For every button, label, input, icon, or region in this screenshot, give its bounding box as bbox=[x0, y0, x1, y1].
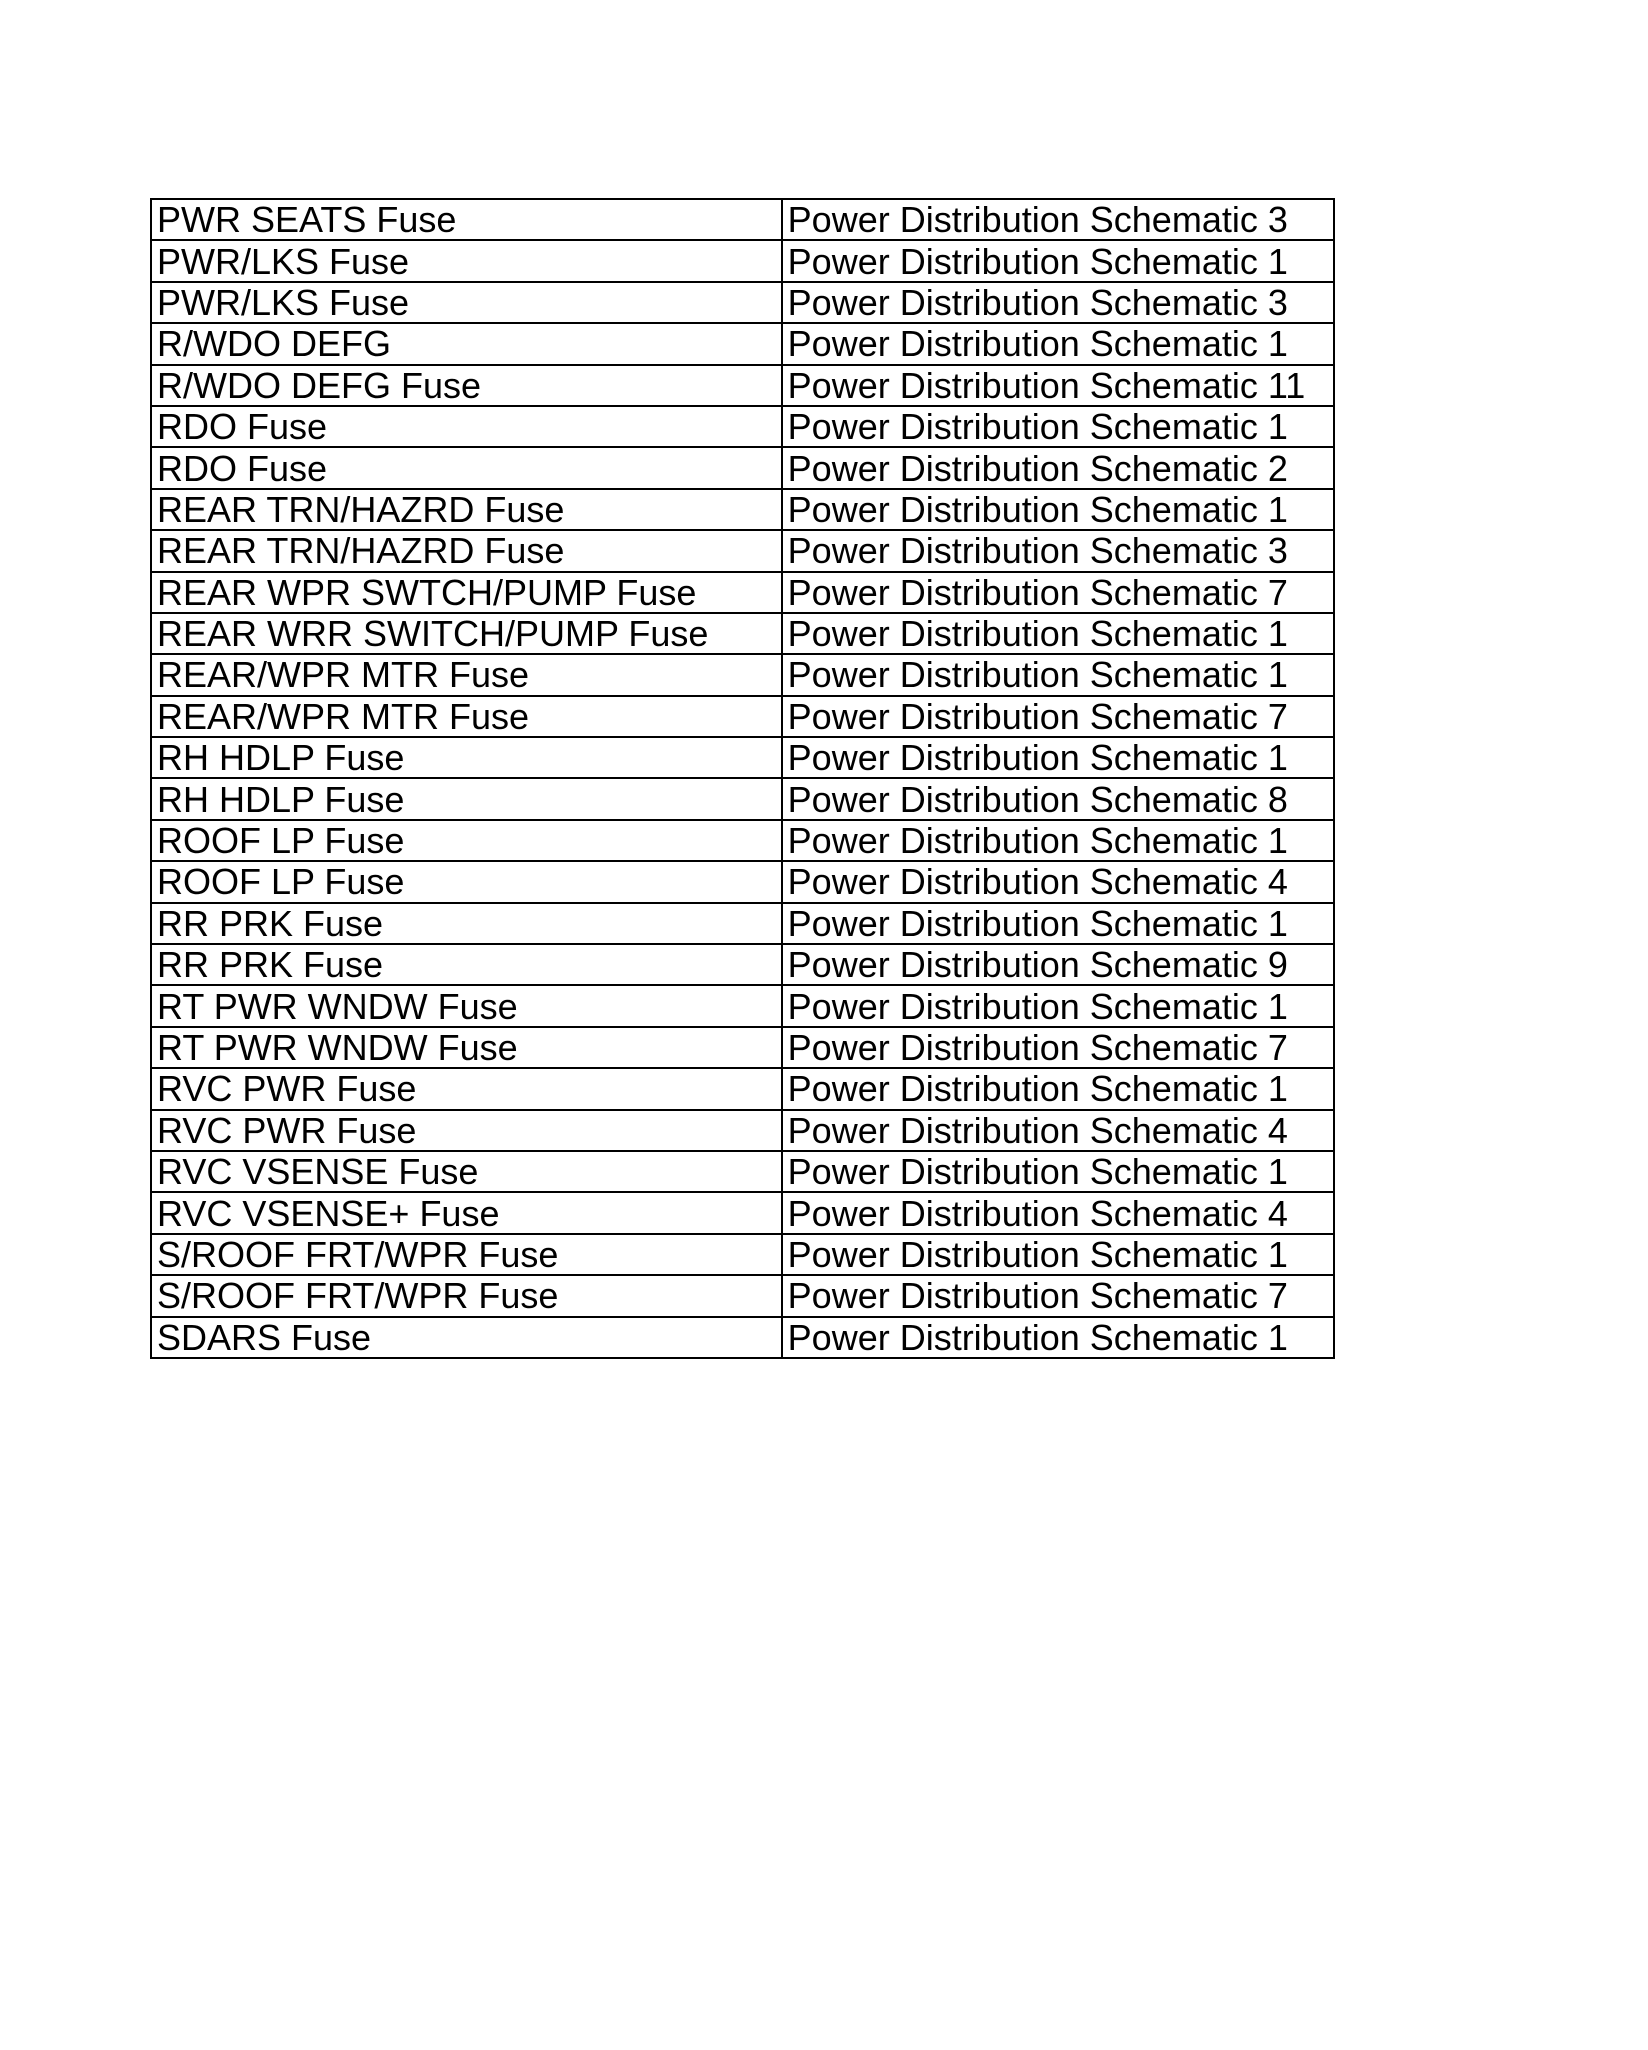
table-row bbox=[151, 1110, 1334, 1151]
table-row bbox=[151, 1192, 1334, 1233]
schematic-reference-cell: Power Distribution Schematic 1 bbox=[782, 240, 1334, 281]
table-row bbox=[151, 944, 1334, 985]
table-row bbox=[151, 323, 1334, 364]
table-row bbox=[151, 903, 1334, 944]
fuse-name-cell: RR PRK Fuse bbox=[151, 944, 782, 985]
table-row bbox=[151, 282, 1334, 323]
table-row bbox=[151, 530, 1334, 571]
schematic-reference-cell: Power Distribution Schematic 1 bbox=[782, 903, 1334, 944]
fuse-name-cell: RT PWR WNDW Fuse bbox=[151, 1027, 782, 1068]
fuse-name-cell: R/WDO DEFG bbox=[151, 323, 782, 364]
table-row bbox=[151, 1234, 1334, 1275]
table-row bbox=[151, 820, 1334, 861]
schematic-reference-cell: Power Distribution Schematic 1 bbox=[782, 406, 1334, 447]
schematic-reference-cell: Power Distribution Schematic 1 bbox=[782, 323, 1334, 364]
schematic-reference-cell: Power Distribution Schematic 7 bbox=[782, 696, 1334, 737]
fuse-name-cell: RH HDLP Fuse bbox=[151, 778, 782, 819]
table-row bbox=[151, 696, 1334, 737]
table-row bbox=[151, 240, 1334, 281]
fuse-name-cell: RVC PWR Fuse bbox=[151, 1068, 782, 1109]
schematic-reference-cell: Power Distribution Schematic 1 bbox=[782, 820, 1334, 861]
fuse-name-cell: REAR/WPR MTR Fuse bbox=[151, 654, 782, 695]
schematic-reference-cell: Power Distribution Schematic 1 bbox=[782, 1234, 1334, 1275]
schematic-reference-cell: Power Distribution Schematic 3 bbox=[782, 282, 1334, 323]
schematic-reference-cell: Power Distribution Schematic 1 bbox=[782, 654, 1334, 695]
schematic-reference-cell: Power Distribution Schematic 4 bbox=[782, 861, 1334, 902]
schematic-reference-cell: Power Distribution Schematic 2 bbox=[782, 447, 1334, 488]
schematic-reference-cell: Power Distribution Schematic 7 bbox=[782, 572, 1334, 613]
table-row bbox=[151, 985, 1334, 1026]
table-row bbox=[151, 1027, 1334, 1068]
schematic-reference-cell: Power Distribution Schematic 1 bbox=[782, 1317, 1334, 1358]
fuse-name-cell: REAR TRN/HAZRD Fuse bbox=[151, 489, 782, 530]
fuse-name-cell: ROOF LP Fuse bbox=[151, 861, 782, 902]
fuse-index-table bbox=[150, 198, 1335, 1359]
table-row bbox=[151, 778, 1334, 819]
schematic-reference-cell: Power Distribution Schematic 11 bbox=[782, 365, 1334, 406]
fuse-name-cell: PWR SEATS Fuse bbox=[151, 199, 782, 240]
table-row bbox=[151, 1317, 1334, 1358]
table-row bbox=[151, 489, 1334, 530]
fuse-name-cell: RVC PWR Fuse bbox=[151, 1110, 782, 1151]
schematic-reference-cell: Power Distribution Schematic 1 bbox=[782, 1151, 1334, 1192]
schematic-reference-cell: Power Distribution Schematic 8 bbox=[782, 778, 1334, 819]
fuse-name-cell: REAR WRR SWITCH/PUMP Fuse bbox=[151, 613, 782, 654]
fuse-name-cell: RVC VSENSE+ Fuse bbox=[151, 1192, 782, 1233]
fuse-name-cell: S/ROOF FRT/WPR Fuse bbox=[151, 1275, 782, 1316]
schematic-reference-cell: Power Distribution Schematic 1 bbox=[782, 1068, 1334, 1109]
schematic-reference-cell: Power Distribution Schematic 1 bbox=[782, 489, 1334, 530]
fuse-name-cell: RH HDLP Fuse bbox=[151, 737, 782, 778]
table-row bbox=[151, 613, 1334, 654]
table-row bbox=[151, 1275, 1334, 1316]
fuse-name-cell: PWR/LKS Fuse bbox=[151, 282, 782, 323]
table-row bbox=[151, 861, 1334, 902]
table-row bbox=[151, 447, 1334, 488]
table-row bbox=[151, 654, 1334, 695]
table-row bbox=[151, 199, 1334, 240]
fuse-name-cell: RDO Fuse bbox=[151, 447, 782, 488]
schematic-reference-cell: Power Distribution Schematic 3 bbox=[782, 530, 1334, 571]
table-row bbox=[151, 406, 1334, 447]
fuse-name-cell: SDARS Fuse bbox=[151, 1317, 782, 1358]
fuse-name-cell: REAR/WPR MTR Fuse bbox=[151, 696, 782, 737]
schematic-reference-cell: Power Distribution Schematic 1 bbox=[782, 985, 1334, 1026]
table-row bbox=[151, 365, 1334, 406]
table-row bbox=[151, 737, 1334, 778]
schematic-reference-cell: Power Distribution Schematic 3 bbox=[782, 199, 1334, 240]
table-row bbox=[151, 1151, 1334, 1192]
schematic-reference-cell: Power Distribution Schematic 7 bbox=[782, 1027, 1334, 1068]
fuse-index-table-body bbox=[151, 199, 1334, 1358]
fuse-name-cell: PWR/LKS Fuse bbox=[151, 240, 782, 281]
fuse-name-cell: ROOF LP Fuse bbox=[151, 820, 782, 861]
fuse-name-cell: REAR TRN/HAZRD Fuse bbox=[151, 530, 782, 571]
schematic-reference-cell: Power Distribution Schematic 1 bbox=[782, 613, 1334, 654]
fuse-name-cell: R/WDO DEFG Fuse bbox=[151, 365, 782, 406]
fuse-name-cell: RT PWR WNDW Fuse bbox=[151, 985, 782, 1026]
fuse-name-cell: RVC VSENSE Fuse bbox=[151, 1151, 782, 1192]
fuse-name-cell: RR PRK Fuse bbox=[151, 903, 782, 944]
table-row bbox=[151, 572, 1334, 613]
fuse-name-cell: S/ROOF FRT/WPR Fuse bbox=[151, 1234, 782, 1275]
schematic-reference-cell: Power Distribution Schematic 9 bbox=[782, 944, 1334, 985]
fuse-name-cell: RDO Fuse bbox=[151, 406, 782, 447]
schematic-reference-cell: Power Distribution Schematic 4 bbox=[782, 1110, 1334, 1151]
schematic-reference-cell: Power Distribution Schematic 7 bbox=[782, 1275, 1334, 1316]
schematic-reference-cell: Power Distribution Schematic 4 bbox=[782, 1192, 1334, 1233]
fuse-name-cell: REAR WPR SWTCH/PUMP Fuse bbox=[151, 572, 782, 613]
table-row bbox=[151, 1068, 1334, 1109]
schematic-reference-cell: Power Distribution Schematic 1 bbox=[782, 737, 1334, 778]
